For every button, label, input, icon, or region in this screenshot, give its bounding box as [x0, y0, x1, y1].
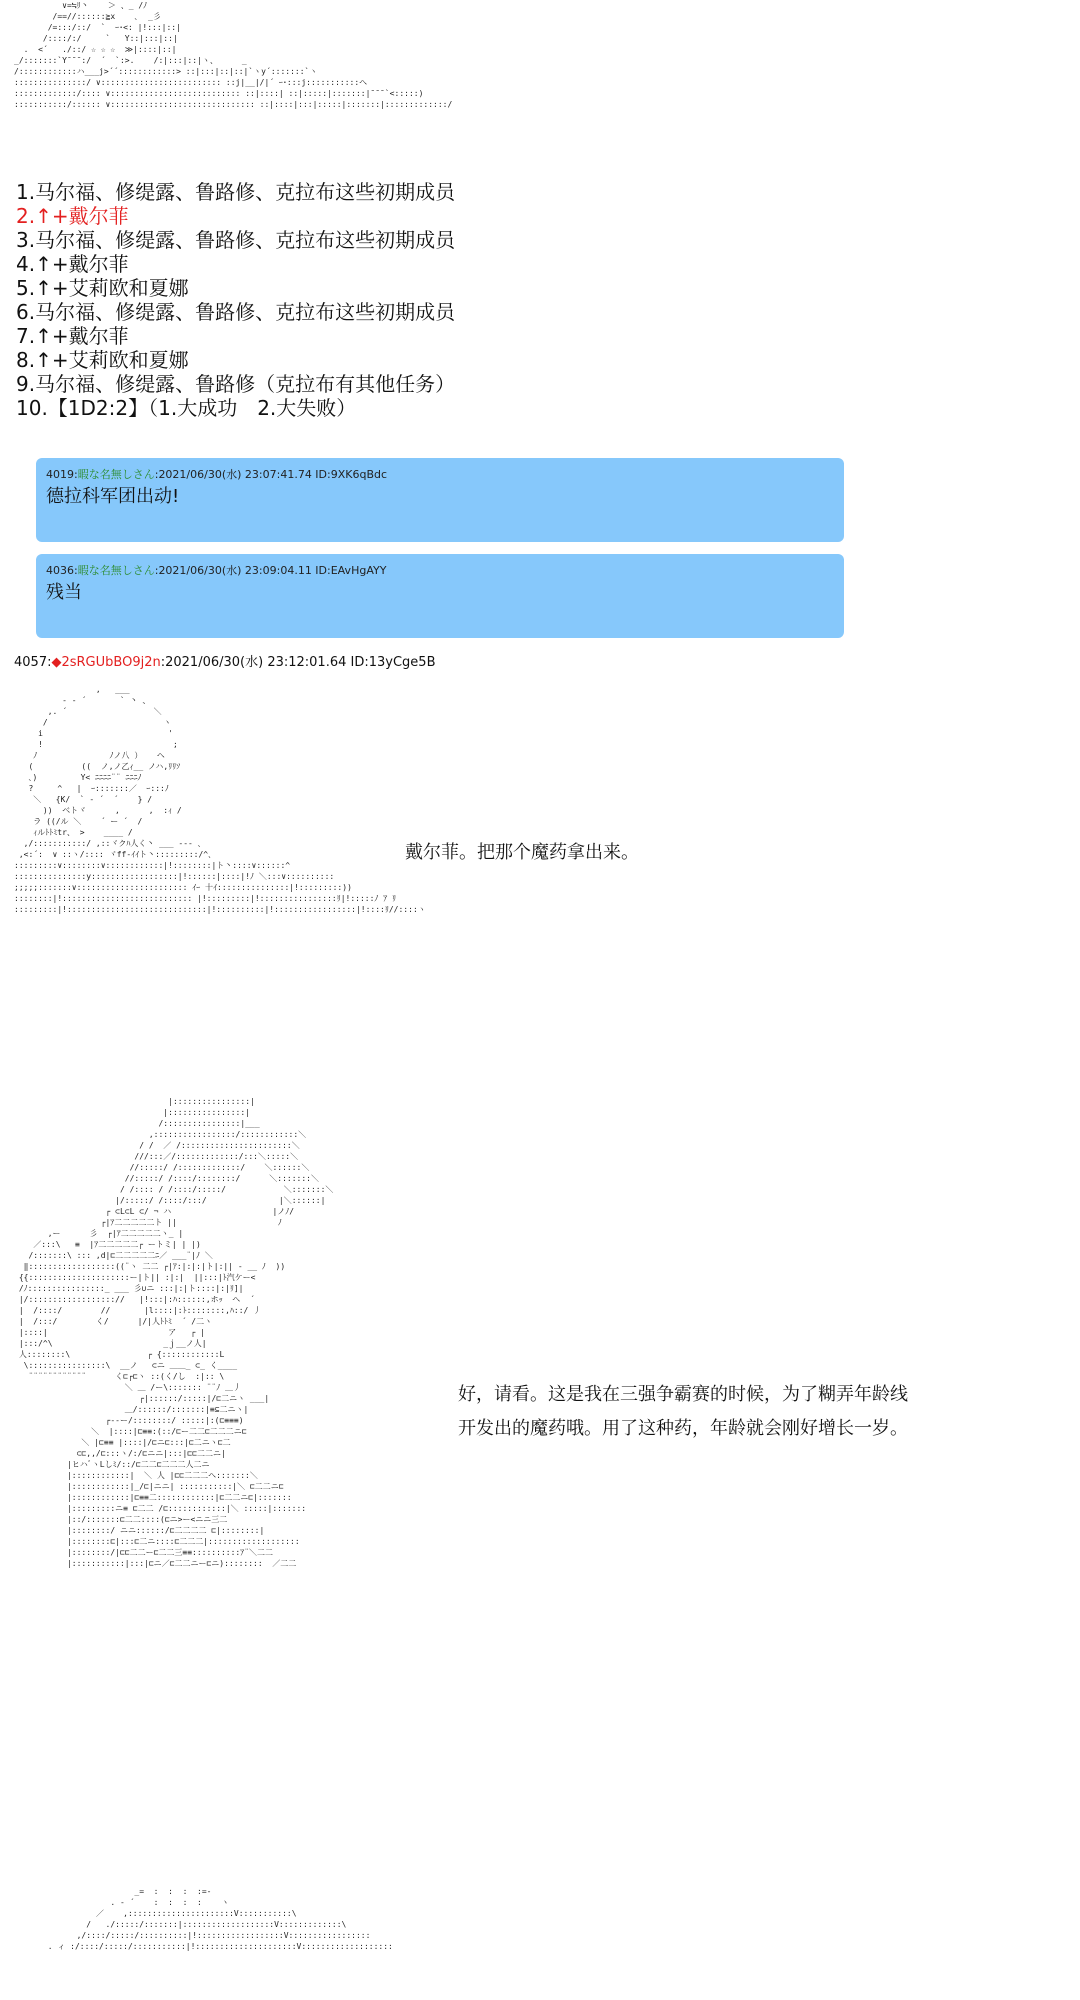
list-item: 9.马尔福、修缇露、鲁路修（克拉布有其他任务） [16, 372, 456, 396]
list-item: 5.↑+艾莉欧和夏娜 [16, 276, 189, 300]
reply-author: 暇な名無しさん [77, 564, 155, 577]
reply-number[interactable]: 4019 [46, 468, 74, 481]
ascii-art-bottom: _= : : : :=- . - ´ : : : : ヽ ／ ,::::::::::::::::::::::V:::::::::::\ / ./:::::/:::::::|:::::::::::::::::::V:::::::::::::\ ,/::::/:::::/::::::::::|!::::::::::::::::::V::::::::::::::::: . ィ :/::::/:::::/:::::::::::|!:::::::::::::::::::::V::::::::::::::::::: [47, 1887, 393, 1951]
reply-meta: 2021/06/30(水) 23:07:41.74 ID:9XK6qBdc [158, 468, 388, 481]
list-item: 1.马尔福、修缇露、鲁路修、克拉布这些初期成员 [16, 180, 456, 204]
reply-meta: 2021/06/30(水) 23:09:04.11 ID:EAvHgAYY [158, 564, 387, 577]
list-item: 6.马尔福、修缇露、鲁路修、克拉布这些初期成员 [16, 300, 456, 324]
dialogue-text: 开发出的魔药哦。用了这种药，年龄就会刚好增长一岁。 [458, 1418, 908, 1439]
option-list [16, 180, 455, 420]
reply-header: 4036:暇な名無しさん:2021/06/30(水) 23:09:04.11 ID:EAvHgAYY [46, 564, 387, 577]
post-header: 4057:◆2sRGUbBO9j2n:2021/06/30(水) 23:12:01.64 ID:13yCge5B [14, 655, 436, 670]
list-item: 10.【1D2:2】（1.大成功 2.大失败） [16, 396, 357, 420]
list-item: 7.↑+戴尔菲 [16, 324, 129, 348]
post-number[interactable]: 4057 [14, 655, 48, 670]
ascii-art-top: ∨=≒ﾘ丶 ＞ 、_ /ﾉ /==//::::::≧x ､ _彡 /=:::/::/ ` ｰ･<: |!:::|::| /::::/:/ ` Y::|:::|::| . <´ ./::/ ☆ ☆ ☆ ≫|::::|::| _/:::::::`Y¯¯¯:/ ´ `:>. /:|:::|::|ヽ、 _ /::::::::::::ハ___j>´´::::::::::::> ::|:::|::|::|`ヽy´:::::::`ヽ :::::::::::::::/ ∨::::::::::::::::::::::::: ::j|__|/|´ ｰ･:::j:::::::::::ヘ :::::::::::::/:::: ∨::::::::::::::::::::::::::: ::|::::| ::|:::::|:::::::|¯¯¯`<:::::) :::::::::::/:::::: ∨:::::::::::::::::::::::::::::: ::|::::|:::|:::::|:::::::|:::::::::::::/ [14, 1, 453, 109]
post-author-trip: ◆2sRGUbBO9j2n [51, 655, 161, 670]
list-item: 3.马尔福、修缇露、鲁路修、克拉布这些初期成员 [16, 228, 456, 252]
reply-text: 德拉科军团出动! [46, 486, 180, 507]
reply-text: 残当 [46, 582, 82, 603]
ascii-art-figure: |::::::::::::::::| |::::::::::::::::| /::::::::::::::::|___ ,:::::::::::::::::/::::::::::::＼ / / ／ /:::::::::::::::::::::::＼ ///:::／/:::::::::::::/:::＼:::::＼ //:::::/ /:::::::::::::/ ＼::::::＼ //:::::/ /::::/::::::::/ ＼:::::::＼ / /:::: / /::::/:::::/ ＼:::::::＼ |/:::::/ /::::/:::/ |＼::::::| ┌ ⊂L⊂L ⊂/ ¬ ハ |ノﾉ/ ┌|ｱ二二二二二ト || ﾉ ,ー 彡 ┌|ｱ二二二二二ヽ_ | ／:::\ ≡ |ｱ二二二二二┌ ートミ| | |) /:::::::\ ::: ,d|⊏二二二二二ﾆ／ ___¨|ﾉ ＼ ‖::::::::::::::::::((¨ヽ 二二 ┌|ｱ:|:|:|ト|:|| ‐ __ ﾉ )) {{:::::::::::::::::::::ー|ト|| :|:| ||:::|ﾄ汽ケー< /ﾉ::::::::::::::::_ ___ 彡∪ニ :::|:|ト::::|:|ﾘ]| |/::::::::::::::::::// |!:::|:ﾊ::::::,ホｯ ヘ ´ | /::::/ // |l::::|:ﾄ::::::::,ﾊ::/ 丿 | /:::/ く/ |/|人ﾄﾄﾐ ´ /二ヽ |::::| ア ┌ | |:::/^\ _ｊ__ノ人| 人::::::::\ ┌ {::::::::::::L \::::::::::::::::\ __ノ ⊂ニ ＿＿_ ⊂_ く____ ¨¨¨¨¨¨¨¨¨¨¨¨ く⊏┌⊏ヽ ::(く/し :|:: \ ＼ ＿ /ー\::::::: ¨¨ﾉ ＿丿 ┌|::::::/:::::|/⊏二ニヽ ___| ＿/::::::/:::::::|≡⊆二ニヽ| ┌--ー/::::::::/ :::::|:(⊏≡≡≡) ＼ |::::|⊏≡≡:(::/⊏ー二二⊏二二二ニ⊏ ＼ |⊏≡≡ |::::|/⊏ニ⊏:::|⊏二ニヽ⊏二 ⊂⊏,,/⊏:::ヽ/:/⊏ニニ|:::|⊏⊏二二ニ| |ヒハﾞヽLしﾐ/::/⊏二二⊏二二二人二ニ |::::::::::::| ＼ 人 |⊏⊏二二二ヘ:::::::＼ |::::::::::::|_/⊏|ニニ| :::::::::::|＼ ⊏二二ニ⊏ |::::::::::::|⊏≡≡二::::::::::::|⊏二二ニ⊏|::::::: |:::::::::ニ≡ ⊏二二 /⊏::::::::::::|＼ :::::|::::::: |::/:::::::⊏二二::::(⊏ニ>ー<ニニ三二 |::::::::/ ニニ::::::/⊏二二二二 ⊏|::::::::| |::::::::⊏|:::⊏二ニ::::⊏二二二|::::::::::::::::::: |::::::::/|⊏⊏二二ー⊏二二三≡≡::::::::::ｱ¨＼二二 |:::::::::::|:::|⊏ニ／⊏二二ニー⊏ニ):::::::: ／二二 [18, 1097, 334, 1568]
ascii-art-portrait: , ___ - ‐ ´ ` 丶 、 ,. ´ ＼ / ヽ i ' ! ; ﾉ ﾉノ八 ） ヘ ( (( ノ,ノ乙ｨ__ ノハ,ﾘﾘｿ ､) Y< ﾆﾆﾆﾆ¨¨ ﾆﾆﾆﾉ ? ^ | ｰ:::::::／ ｰ:::ﾉ ＼ {K/ ` ‐ ´ ´ } / )) ベトヾ , , :ｨ / ラ ((/ル ＼ ´ ー ´ / ｨルﾄﾄﾐtr、 > ____ / ,/:::::::::::/ ,::ヾクﾊ人く丶 ___ --- ､ ,<:´: ∨ ::ヽ/:::: ヾff-ｲｲト丶:::::::::/^､ :::::::::∨::::::::∨::::::::::::|!::::::::|ト丶::::∨::::::^ :::::::::::::::y::::::::::::::::::|!::::::|::::|!ﾉ ＼:::∨:::::::::: ;;;;;:::::::∨::::::::::::::::::::::: ｲｰ 十ｲ:::::::::::::::|!:::::::::)) ::::::::|!::::::::::::::::::::::::::: |!:::::::::|!::::::::::::::::ﾘ|!:::::ﾉ ｱ ﾘ :::::::::|!:::::::::::::::::::::::::::::|!::::::::::|!:::::::::::::::::|!::::ﾘ//::::ヽ [14, 685, 426, 914]
dialogue-text: 好，请看。这是我在三强争霸赛的时候，为了糊弄年龄线 [458, 1384, 908, 1405]
reply-number[interactable]: 4036 [46, 564, 74, 577]
reply-bubble [36, 554, 844, 638]
list-item: 8.↑+艾莉欧和夏娜 [16, 348, 189, 372]
post-meta: 2021/06/30(水) 23:12:01.64 ID:13yCge5B [165, 655, 436, 670]
list-item-highlighted: 2.↑+戴尔菲 [16, 204, 129, 228]
list-item: 4.↑+戴尔菲 [16, 252, 129, 276]
dialogue-line [458, 1378, 908, 1446]
dialogue-line: 戴尔菲。把那个魔药拿出来。 [405, 842, 639, 863]
reply-author: 暇な名無しさん [77, 468, 155, 481]
reply-header: 4019:暇な名無しさん:2021/06/30(水) 23:07:41.74 ID:9XK6qBdc [46, 468, 388, 481]
reply-bubble [36, 458, 844, 542]
